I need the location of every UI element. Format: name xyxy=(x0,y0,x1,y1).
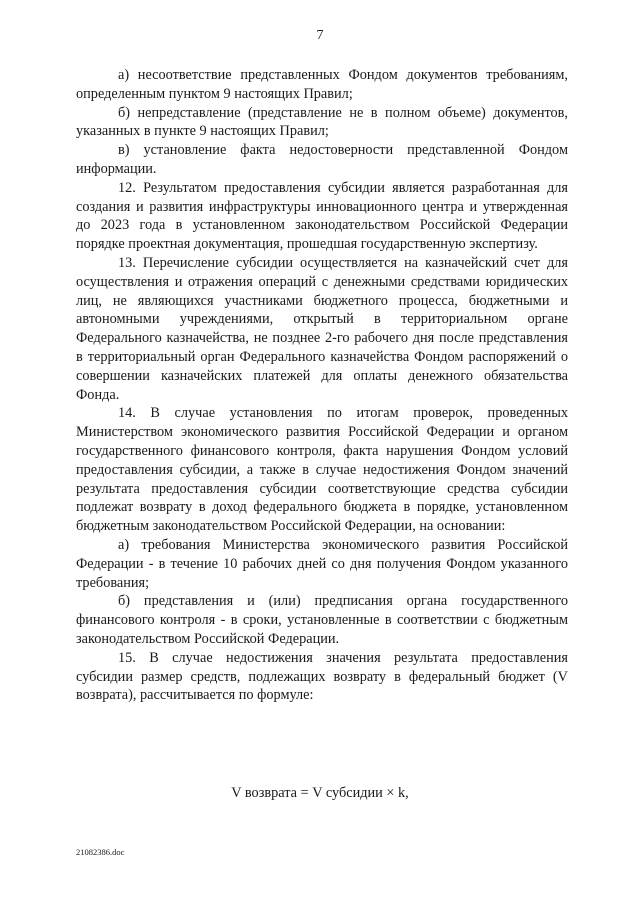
clause-13: 13. Перечисление субсидии осуществляется на казначейский счет для осуществления и отражения операций с денежными средствами юридических лиц, не являющихся участниками бюджетного процесса, бюджетными и автономными учреждениями, открытый в территориальном органе Федерального казначейства, не позднее 2-го рабочего дня после представления в территориальный орган Федерального казначейства Фондом распоряжений о совершении казначейских платежей для оплаты денежного обязательства Фонда. xyxy=(76,254,568,403)
clause-12: 12. Результатом предоставления субсидии является разработанная для создания и развития инфраструктуры инновационного центра и утвержденная до 2023 года в установленном законодательством Российской Федерации порядке проектная документация, прошедшая государственную экспертизу. xyxy=(76,179,568,253)
document-body xyxy=(76,66,568,705)
paragraph-b-nonsubmission: б) непредставление (представление не в полном объеме) документов, указанных в пункте 9 настоящих Правил; xyxy=(76,104,568,140)
footer-filename: 21082386.doc xyxy=(76,847,125,857)
clause-14: 14. В случае установления по итогам проверок, проведенных Министерством экономического развития Российской Федерации и органом государственного финансового контроля, факта нарушения Фондом условий предоставления субсидии, а также в случае недостижения Фондом значений результата предоставления субсидии соответствующие средства субсидии подлежат возврату в доход федерального бюджета в порядке, установленном бюджетным законодательством Российской Федерации, на основании: xyxy=(76,405,568,535)
clause-14-subitem-a: а) требования Министерства экономического развития Российской Федерации - в течение 10 рабочих дней со дня получения Фондом указанного требования; xyxy=(76,536,568,591)
clause-15: 15. В случае недостижения значения результата предоставления субсидии размер средств, подлежащих возврату в федеральный бюджет (V возврата), рассчитывается по формуле: xyxy=(76,649,568,704)
clause-14-subitem-b: б) представления и (или) предписания органа государственного финансового контроля - в сроки, установленные в соответствии с бюджетным законодательством Российской Федерации. xyxy=(76,593,568,647)
page-number: 7 xyxy=(316,28,324,43)
paragraph-v-inaccuracy: в) установление факта недостоверности представленной Фондом информации. xyxy=(76,142,568,177)
refund-formula: V возврата = V субсидии × k, xyxy=(231,785,409,801)
paragraph-a-discrepancy: а) несоответствие представленных Фондом документов требованиям, определенным пунктом 9 настоящих Правил; xyxy=(76,67,568,102)
